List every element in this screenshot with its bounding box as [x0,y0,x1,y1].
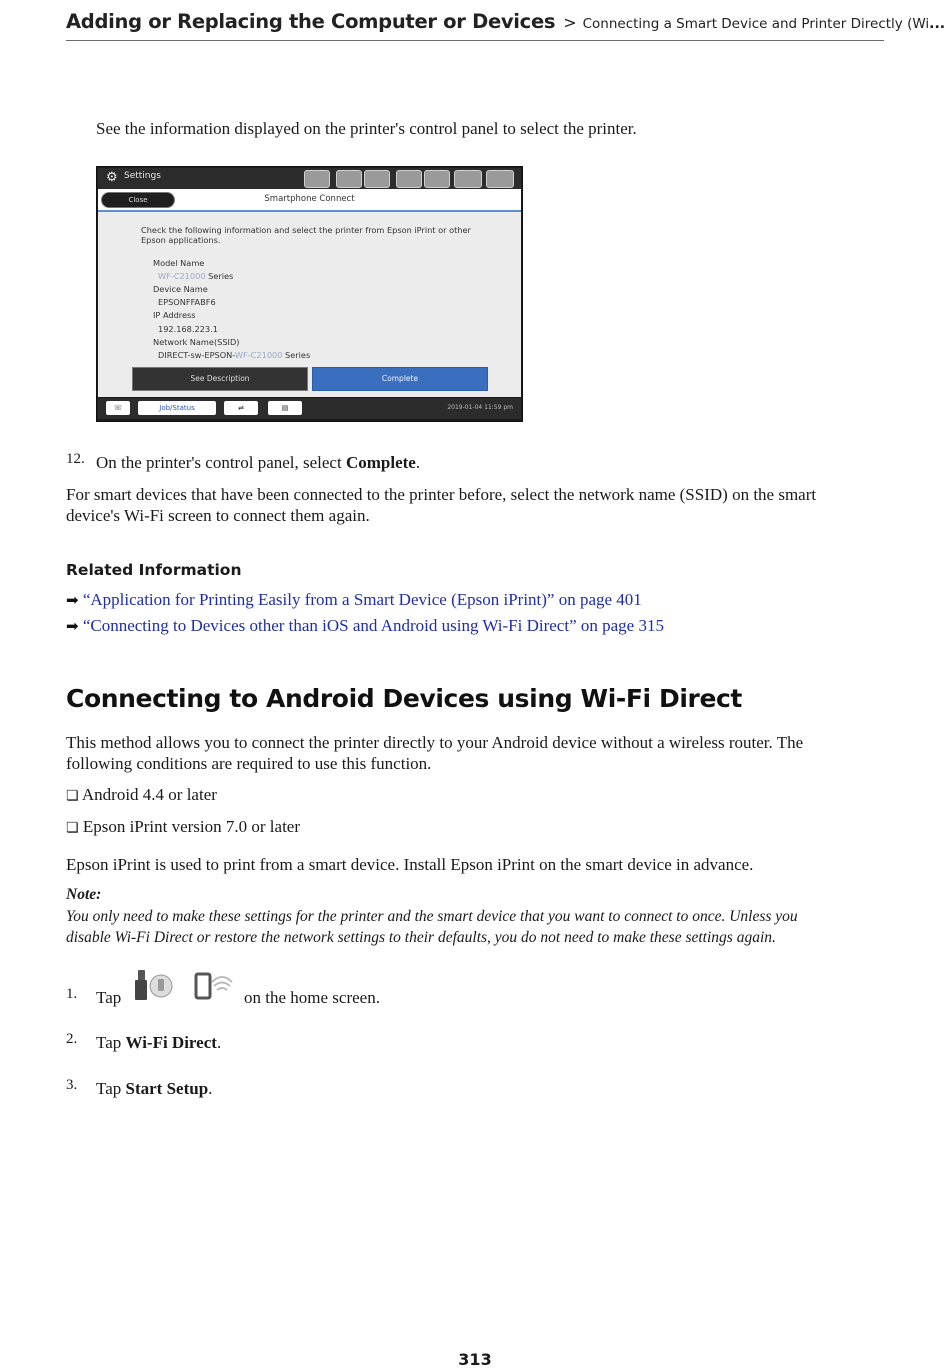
ip-address-label: IP Address [153,310,196,320]
ink-icon [304,170,330,188]
complete-button: Complete [312,367,488,391]
step-1-after: on the home screen. [244,988,380,1007]
model-name-value: WF-C21000 Series [158,271,234,281]
printer-screen-image [96,166,523,422]
header-separator: > [563,13,577,32]
related-link-1[interactable]: ➡ “Application for Printing Easily from a Smart Device (Epson iPrint)” on page 401 [66,590,642,609]
note-line-2: disable Wi-Fi Direct or restore the network settings to their defaults, you do not need to make these settings again. [66,929,776,946]
wifi-icon [364,170,390,188]
ip-address-value: 192.168.223.1 [158,324,218,334]
step-1-tap: Tap [96,988,122,1007]
running-header [66,10,946,41]
screen-body [98,189,521,397]
ssid-value: DIRECT-sw-EPSON-WF-C21000 Series [158,350,311,360]
checkbox-icon: ❏ [66,820,79,836]
stop-icon: ⇌ [224,401,258,415]
device-name-value: EPSONFFABF6 [158,297,216,307]
step-3-text: Tap Start Setup. [96,1079,213,1098]
speaker-icon [396,170,422,188]
screen-instruction-1: Check the following information and select the printer from Epson iPrint or other [141,225,471,235]
sleep-icon [454,170,482,188]
method-line-1: This method allows you to connect the printer directly to your Android device without a wireless router. The [66,733,804,752]
step-12-number: 12. [66,451,85,467]
iprint-text: Epson iPrint is used to print from a smart device. Install Epson iPrint on the smart device in advance. [66,855,754,874]
screen-settings-label: Settings [124,171,161,181]
job-status-button: Job/Status [138,401,216,415]
note-line-1: You only need to make these settings for the printer and the smart device that you want to connect to once. Unless you [66,908,798,925]
close-button: Close [101,192,175,208]
copy-icon: ▤ [268,401,302,415]
model-name-label: Model Name [153,258,205,268]
header-subtitle: Connecting a Smart Device and Printer Directly (Wi [582,16,930,32]
step-2-text: Tap Wi-Fi Direct. [96,1033,222,1052]
checkbox-icon: ❏ [66,788,79,804]
header-ellipsis: ... [929,16,946,32]
related-information-title: Related Information [66,561,242,579]
section-heading: Connecting to Android Devices using Wi-Fi Direct [66,684,742,713]
step-1-number: 1. [66,986,78,1002]
device-name-label: Device Name [153,284,208,294]
step-12-text: On the printer's control panel, select Complete. [96,453,421,472]
screen-bottom-bar [98,398,521,419]
gear-icon: ⚙ [106,170,118,185]
screen-datetime: 2019-01-04 11:59 pm [447,404,513,411]
screen-title: Smartphone Connect [264,194,355,204]
smart-devices-line-2: device's Wi-Fi screen to connect them again. [66,506,370,525]
right-arrow-icon: ➡ [66,617,79,635]
phone-icon: ☏ [106,401,130,415]
intro-text: See the information displayed on the printer's control panel to select the printer. [96,119,637,138]
right-arrow-icon: ➡ [66,591,79,609]
page-number: 313 [458,1350,492,1369]
screen-title-bar [98,189,521,212]
method-line-2: following conditions are required to use this function. [66,754,432,773]
condition-item-1: ❏ Android 4.4 or later [66,785,217,804]
see-description-button: See Description [132,367,308,391]
screen-instruction-2: Epson applications. [141,235,221,245]
wifi-direct-icon [134,968,238,1006]
condition-item-2: ❏ Epson iPrint version 7.0 or later [66,817,301,836]
wifi-direct-icon [336,170,362,188]
step-2-number: 2. [66,1031,78,1047]
note-title: Note: [66,886,102,903]
header-title: Adding or Replacing the Computer or Devices [66,10,556,33]
smart-devices-line-1: For smart devices that have been connected to the printer before, select the network name (SSID) on the smart [66,485,817,504]
step-3-number: 3. [66,1077,78,1093]
help-icon [486,170,514,188]
related-link-2[interactable]: ➡ “Connecting to Devices other than iOS and Android using Wi-Fi Direct” on page 315 [66,616,664,635]
screen-top-bar [98,168,521,189]
network-icon [424,170,450,188]
ssid-label: Network Name(SSID) [153,337,240,347]
